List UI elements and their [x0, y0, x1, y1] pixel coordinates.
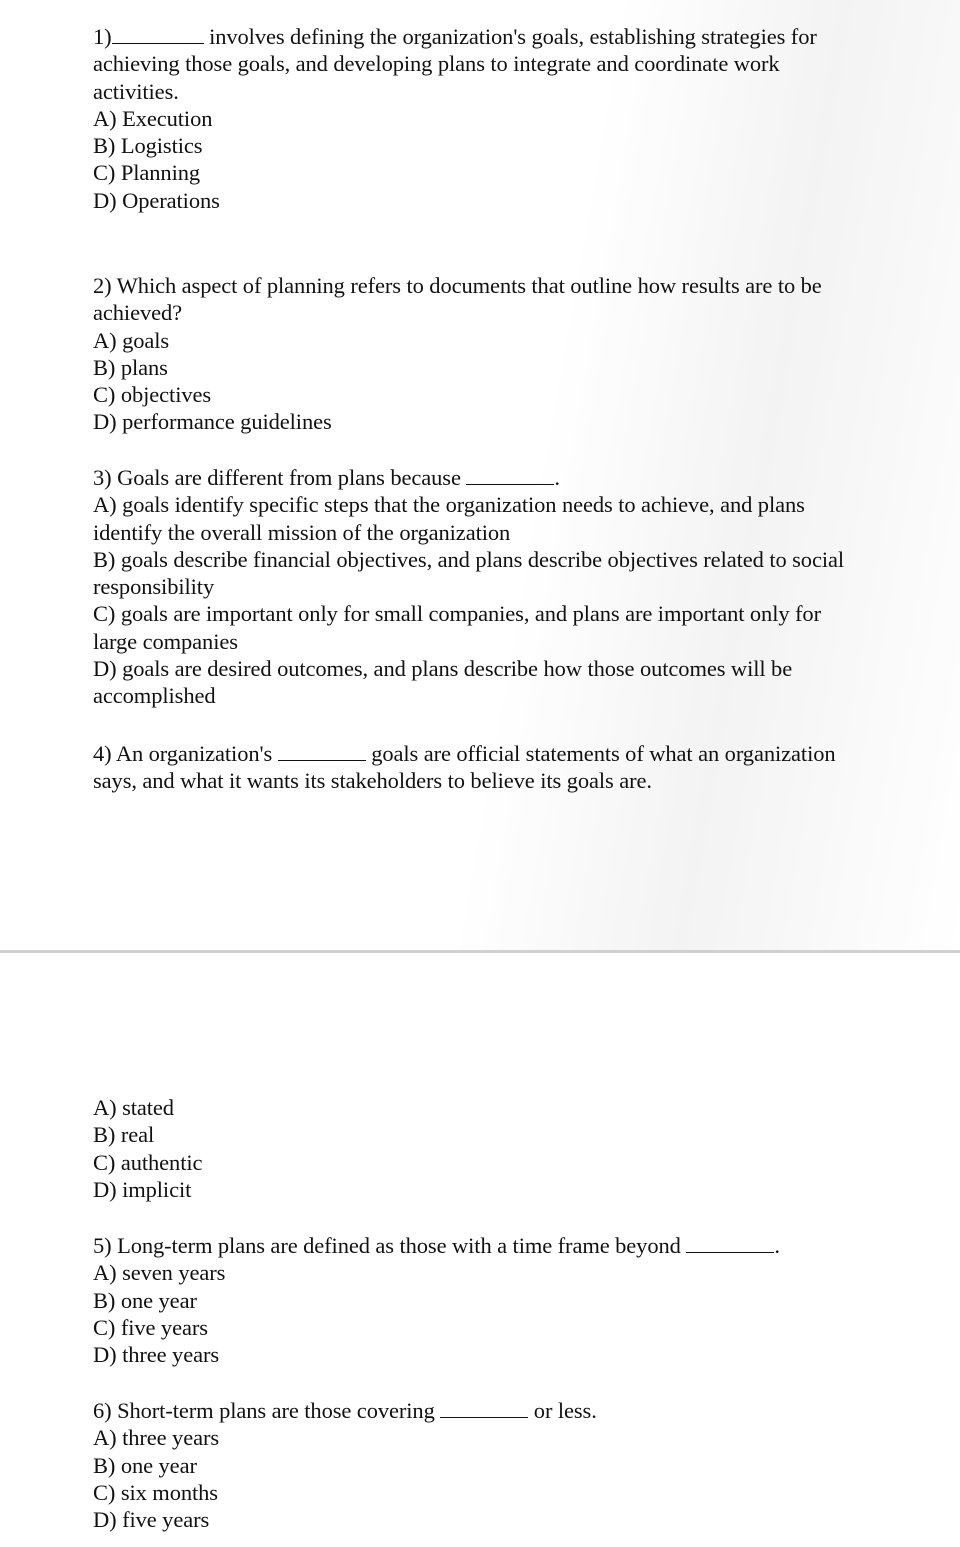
option-d-line-2: accomplished [93, 683, 216, 709]
option-b: B) Logistics [93, 133, 203, 159]
question-2-stem-line-1: 2) Which aspect of planning refers to documents that outline how results are to be [93, 273, 822, 298]
option-d: D) Operations [93, 187, 220, 213]
option-a: A) goals [93, 327, 170, 353]
option-a-line-2: identify the overall mission of the organization [93, 519, 511, 545]
option-a: A) goals identify specific steps that the organization needs to achieve, and plans [93, 492, 805, 518]
option-a: A) stated [93, 1095, 174, 1120]
question-2-stem-line-2: achieved? [93, 300, 183, 326]
question-1-stem-line-1: 1) involves defining the organization's goals, establishing strategies for [93, 24, 817, 49]
option-d: D) three years [93, 1342, 220, 1368]
question-6-stem: 6) Short-term plans are those covering or less. [93, 1398, 597, 1423]
question-4-options [93, 1094, 913, 1203]
answer-blank [112, 23, 204, 44]
option-b: B) goals describe financial objectives, and plans describe objectives related to social [93, 546, 845, 572]
option-d: D) goals are desired outcomes, and plans describe how those outcomes will be [93, 656, 793, 682]
option-a: A) Execution [93, 105, 213, 131]
question-4 [93, 740, 913, 795]
option-a: A) three years [93, 1425, 220, 1451]
option-b-line-2: responsibility [93, 574, 215, 600]
option-b: B) real [93, 1122, 155, 1148]
option-c: C) Planning [93, 160, 201, 186]
option-c: C) objectives [93, 382, 212, 408]
option-c: C) authentic [93, 1149, 203, 1175]
option-c: C) six months [93, 1479, 218, 1505]
question-4-stem-line-1: 4) An organization's goals are official statements of what an organization [93, 741, 836, 766]
question-6 [93, 1397, 913, 1533]
question-1-stem-line-2: achieving those goals, and developing plans to integrate and coordinate work [93, 51, 780, 77]
answer-blank [440, 1397, 528, 1418]
question-2 [93, 272, 913, 436]
option-b: B) plans [93, 354, 168, 380]
question-1-stem-line-3: activities. [93, 78, 179, 104]
option-c: C) goals are important only for small companies, and plans are important only for [93, 601, 821, 627]
option-c-line-2: large companies [93, 628, 238, 654]
question-4-stem-line-2: says, and what it wants its stakeholders to believe its goals are. [93, 768, 652, 794]
question-5-stem: 5) Long-term plans are defined as those with a time frame beyond . [93, 1233, 780, 1258]
question-5 [93, 1232, 913, 1368]
answer-blank [686, 1232, 774, 1253]
question-3 [93, 464, 913, 710]
option-b: B) one year [93, 1452, 197, 1478]
question-3-stem: 3) Goals are different from plans because . [93, 465, 560, 490]
option-d: D) performance guidelines [93, 409, 332, 435]
option-d: D) five years [93, 1507, 210, 1533]
option-a: A) seven years [93, 1260, 226, 1286]
question-1 [93, 23, 913, 214]
option-d: D) implicit [93, 1176, 192, 1202]
answer-blank [466, 464, 554, 485]
answer-blank [278, 740, 366, 761]
option-b: B) one year [93, 1287, 197, 1313]
option-c: C) five years [93, 1314, 208, 1340]
